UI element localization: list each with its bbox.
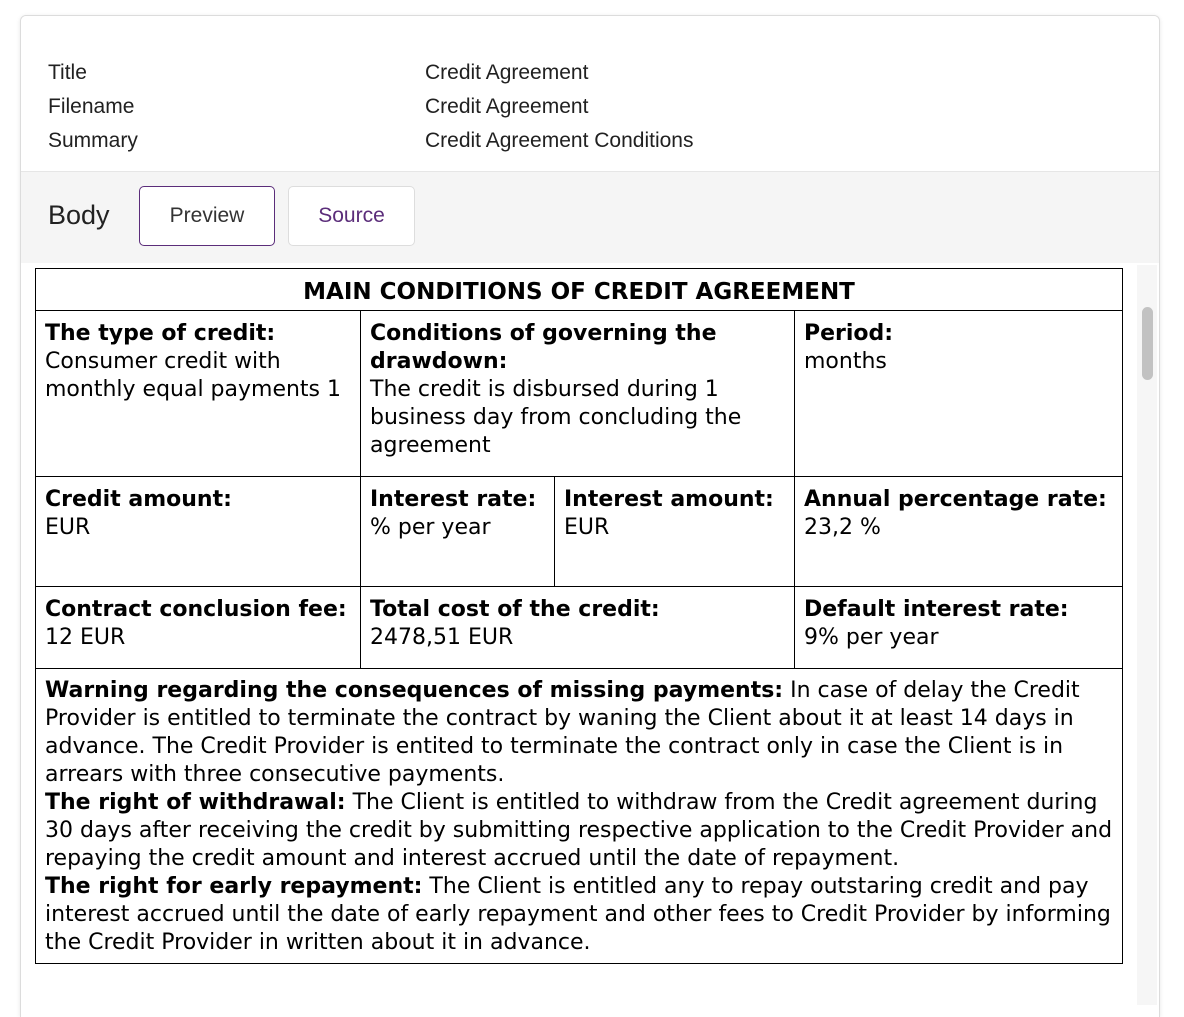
default-rate-value: 9% per year	[804, 625, 939, 650]
withdrawal-label: The right of withdrawal:	[45, 790, 346, 815]
apr-cell	[795, 477, 1123, 587]
interest-amount-label: Interest amount:	[564, 487, 774, 512]
source-button[interactable]: Source	[288, 186, 415, 246]
drawdown-cell	[361, 311, 795, 477]
table-title-row	[36, 269, 1123, 311]
missing-payments-text: In case of delay the Credit Provider is entitled to terminate the contract by waning the Client about it at least 14 days in advance. The Credit Provider is entited to terminate the contract only in case the Client is in arrears with three consecutive payments.	[45, 678, 1080, 787]
total-cost-label: Total cost of the credit:	[370, 597, 660, 622]
table-row	[36, 311, 1123, 477]
credit-conditions-table	[35, 268, 1123, 964]
filename-label: Filename	[48, 95, 135, 118]
apr-value: 23,2 %	[804, 515, 881, 540]
credit-amount-label: Credit amount:	[45, 487, 232, 512]
credit-type-value: Consumer credit with monthly equal payments 1	[45, 349, 342, 402]
preview-button[interactable]: Preview	[139, 186, 275, 246]
filename-value: Credit Agreement	[425, 95, 589, 118]
metadata-section	[21, 16, 1159, 171]
total-cost-cell	[361, 587, 795, 669]
title-label: Title	[48, 61, 87, 84]
credit-type-label: The type of credit:	[45, 321, 276, 346]
interest-amount-cell	[555, 477, 795, 587]
clauses-cell	[36, 669, 1123, 964]
table-row	[36, 587, 1123, 669]
early-repayment-label: The right for early repayment:	[45, 874, 423, 899]
fee-label: Contract conclusion fee:	[45, 597, 347, 622]
body-label: Body	[48, 200, 110, 230]
summary-label: Summary	[48, 129, 138, 152]
period-value: months	[804, 349, 887, 374]
body-preview-pane[interactable]	[21, 263, 1159, 1017]
credit-amount-cell	[36, 477, 361, 587]
interest-amount-value: EUR	[564, 515, 610, 540]
missing-payments-label: Warning regarding the consequences of missing payments:	[45, 678, 784, 703]
period-cell	[795, 311, 1123, 477]
interest-rate-value: % per year	[370, 515, 491, 540]
default-rate-cell	[795, 587, 1123, 669]
default-rate-label: Default interest rate:	[804, 597, 1069, 622]
table-title: MAIN CONDITIONS OF CREDIT AGREEMENT	[36, 269, 1123, 311]
period-label: Period:	[804, 321, 894, 346]
summary-value: Credit Agreement Conditions	[425, 129, 694, 152]
scrollbar-thumb[interactable]	[1142, 307, 1153, 380]
drawdown-value: The credit is disbursed during 1 business day from concluding the agreement	[370, 377, 742, 458]
body-toolbar	[21, 171, 1159, 264]
credit-amount-value: EUR	[45, 515, 91, 540]
title-value: Credit Agreement	[425, 61, 589, 84]
document-details-card	[20, 15, 1160, 1017]
drawdown-label: Conditions of governing the drawdown:	[370, 321, 717, 374]
table-row	[36, 477, 1123, 587]
fee-value: 12 EUR	[45, 625, 126, 650]
withdrawal-text: The Client is entitled to withdraw from the Credit agreement during 30 days after receiving the credit by submitting respective application to the Credit Provider and repaying the credit amount and interest accrued until the date of repayment.	[45, 790, 1113, 871]
apr-label: Annual percentage rate:	[804, 487, 1107, 512]
table-row	[36, 669, 1123, 964]
interest-rate-label: Interest rate:	[370, 487, 537, 512]
fee-cell	[36, 587, 361, 669]
total-cost-value: 2478,51 EUR	[370, 625, 514, 650]
early-repayment-text: The Client is entitled any to repay outstaring credit and pay interest accrued until the date of early repayment and other fees to Credit Provider by informing the Credit Provider in written about it in advance.	[45, 874, 1111, 955]
interest-rate-cell	[361, 477, 555, 587]
credit-type-cell	[36, 311, 361, 477]
